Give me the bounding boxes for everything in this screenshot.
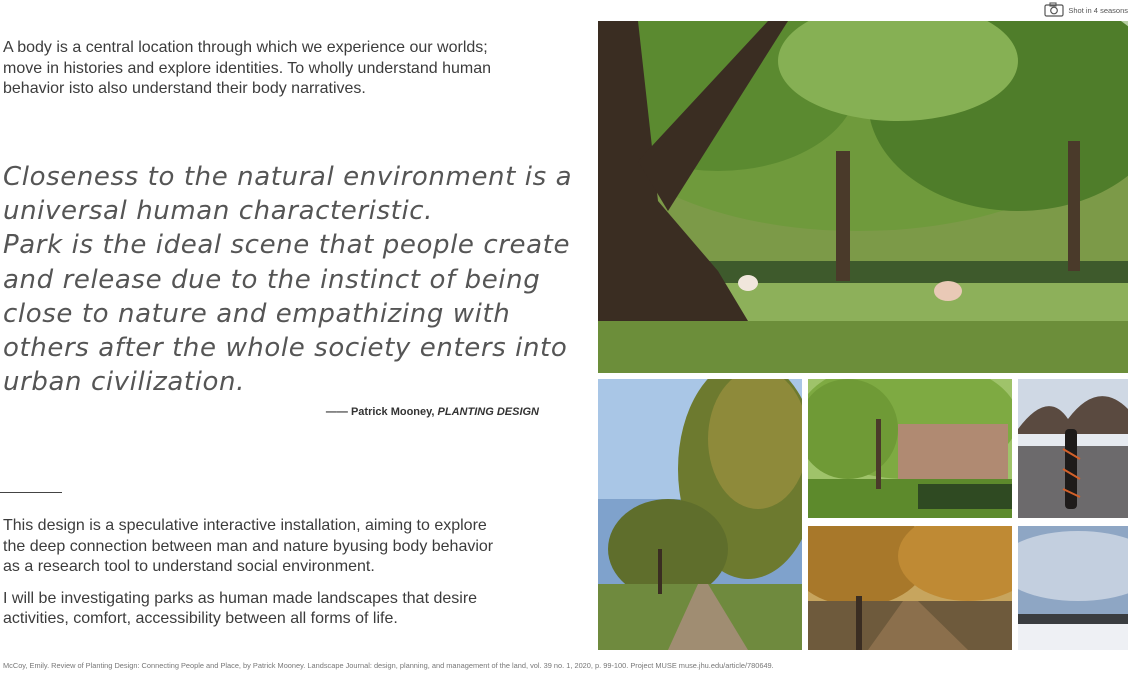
- description-line: I will be investigating parks as human made landscapes that desire: [3, 589, 478, 607]
- intro-line: behavior isto also understand their body narratives.: [3, 80, 366, 97]
- quote-book-title: PLANTING DESIGN: [437, 406, 539, 418]
- quote-line: urban civilization.: [3, 367, 245, 398]
- season-tag: [1044, 1, 1128, 19]
- quote-line: Park is the ideal scene that people create: [3, 230, 571, 261]
- photo-fall-path: [808, 526, 1012, 650]
- quote-author: —— Patrick Mooney,: [325, 406, 438, 418]
- quote-line: and release due to the instinct of being: [3, 264, 541, 295]
- photo-autumn-avenue: [598, 379, 802, 650]
- photo-snow-field: [1018, 526, 1128, 650]
- section-divider: [0, 492, 62, 493]
- quote-line: universal human characteristic.: [3, 196, 434, 227]
- photo-summer-park: [598, 21, 1128, 373]
- quote-line: Closeness to the natural environment is a: [3, 162, 573, 192]
- quote-attribution: [326, 406, 539, 418]
- description-line: activities, comfort, accessibility between all forms of life.: [3, 610, 398, 627]
- description-paragraph: [3, 589, 568, 630]
- description-line: as a research tool to understand social environment.: [3, 558, 375, 575]
- description-line: This design is a speculative interactive installation, aiming to explore: [3, 517, 487, 534]
- quote-line: close to nature and empathizing with: [3, 298, 511, 329]
- season-tag-label: Shot in 4 seasons: [1068, 5, 1128, 15]
- intro-paragraph: [3, 38, 563, 100]
- camera-icon: [1044, 2, 1064, 19]
- intro-line: A body is a central location through which we experience our worlds;: [3, 39, 488, 56]
- intro-line: move in histories and explore identities. To wholly understand human: [3, 59, 491, 77]
- citation: McCoy, Emily. Review of Planting Design: Connecting People and Place, by Patrick Mooney. Landscape Journal: design, planning, and management of the land, vol. 39 no. 1, 2020, p. 99-100. Project MUSE muse.jhu.edu/article/780649.: [3, 661, 774, 670]
- description: [3, 516, 568, 641]
- photo-winter-bollard: [1018, 379, 1128, 518]
- description-line: the deep connection between man and nature byusing body behavior: [3, 537, 494, 555]
- description-paragraph: [3, 516, 568, 578]
- quote-line: others after the whole society enters into: [3, 333, 568, 364]
- photo-spring-trees: [808, 379, 1012, 518]
- pull-quote: [3, 160, 573, 399]
